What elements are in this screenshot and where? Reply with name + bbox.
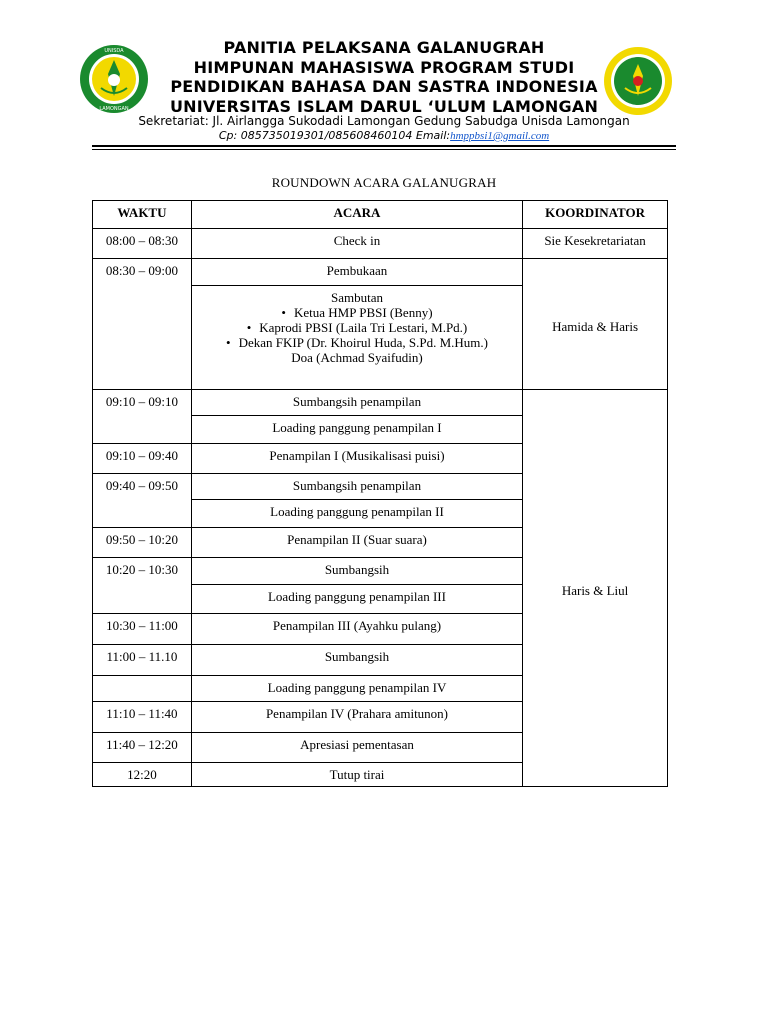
cell-acara: Penampilan I (Musikalisasi puisi) [191, 444, 522, 474]
header-acara: ACARA [191, 201, 522, 229]
cell-acara: Loading panggung penampilan III [191, 585, 522, 614]
cell-acara: Pembukaan [191, 259, 522, 286]
secretariat-address: Sekretariat: Jl. Airlangga Sukodadi Lamongan Gedung Sabudga Unisda Lamongan [138, 114, 630, 128]
cell-waktu: 10:20 – 10:30 [93, 558, 192, 614]
list-item: • Dekan FKIP (Dr. Khoirul Huda, S.Pd. M.Hum.) [196, 335, 518, 350]
list-item: • Ketua HMP PBSI (Benny) [196, 305, 518, 320]
cell-acara: Tutup tirai [191, 763, 522, 787]
heading-line-4: UNIVERSITAS ISLAM DARUL ‘ULUM LAMONGAN [169, 96, 599, 116]
list-item: • Kaprodi PBSI (Laila Tri Lestari, M.Pd.) [196, 320, 518, 335]
cell-waktu: 09:50 – 10:20 [93, 528, 192, 558]
contact-line [0, 129, 768, 142]
header-divider-thick [92, 145, 676, 147]
cell-koordinator: Haris & Liul [523, 390, 668, 787]
institution-heading [100, 38, 668, 116]
cell-acara: Sumbangsih penampilan [191, 474, 522, 500]
cell-koordinator: Sie Kesekretariatan [523, 229, 668, 259]
heading-line-1: PANITIA PELAKSANA GALANUGRAH [223, 38, 545, 57]
cell-waktu: 11:10 – 11:40 [93, 702, 192, 733]
header-waktu: WAKTU [93, 201, 192, 229]
rundown-table [92, 200, 668, 787]
heading-line-3: PENDIDIKAN BAHASA DAN SASTRA INDONESIA [170, 77, 598, 96]
heading-line-2: HIMPUNAN MAHASISWA PROGRAM STUDI [193, 57, 575, 77]
cell-koordinator: Hamida & Haris [523, 259, 668, 390]
cell-waktu: 08:00 – 08:30 [93, 229, 192, 259]
cell-acara: Check in [191, 229, 522, 259]
cell-waktu: 10:30 – 11:00 [93, 614, 192, 645]
header-koordinator: KOORDINATOR [523, 201, 668, 229]
sambutan-title: Sambutan [330, 290, 383, 305]
table-row [93, 229, 668, 259]
contact-phone: Cp: 085735019301/085608460104 Email: [218, 129, 451, 142]
table-header-row [93, 201, 668, 229]
cell-waktu: 11:40 – 12:20 [93, 733, 192, 763]
cell-acara: Sumbangsih [191, 645, 522, 676]
cell-acara: Sumbangsih penampilan [191, 390, 522, 416]
letterhead [0, 0, 768, 150]
sambutan-list [196, 305, 518, 350]
header-divider-thin [92, 149, 676, 150]
cell-acara-sambutan [191, 286, 522, 390]
svg-text:UNISDA: UNISDA [104, 48, 124, 54]
document-title: ROUNDOWN ACARA GALANUGRAH [271, 175, 497, 190]
cell-acara: Loading panggung penampilan IV [191, 676, 522, 702]
cell-waktu: 09:10 – 09:40 [93, 444, 192, 474]
doa-text: Doa (Achmad Syaifudin) [291, 350, 423, 365]
table-row [93, 259, 668, 286]
cell-waktu: 08:30 – 09:00 [93, 259, 192, 390]
svg-text:LAMONGAN: LAMONGAN [99, 106, 129, 112]
cell-waktu [93, 676, 192, 702]
email-link[interactable]: hmppbsi1@gmail.com [450, 130, 550, 142]
cell-acara: Loading panggung penampilan II [191, 500, 522, 528]
table-row [93, 390, 668, 416]
cell-acara: Loading panggung penampilan I [191, 416, 522, 444]
cell-acara: Penampilan II (Suar suara) [191, 528, 522, 558]
cell-waktu: 09:40 – 09:50 [93, 474, 192, 528]
cell-acara: Penampilan IV (Prahara amitunon) [191, 702, 522, 733]
cell-waktu: 11:00 – 11.10 [93, 645, 192, 676]
cell-waktu: 09:10 – 09:10 [93, 390, 192, 444]
cell-waktu: 12:20 [93, 763, 192, 787]
cell-acara: Penampilan III (Ayahku pulang) [191, 614, 522, 645]
cell-acara: Apresiasi pementasan [191, 733, 522, 763]
cell-acara: Sumbangsih [191, 558, 522, 585]
